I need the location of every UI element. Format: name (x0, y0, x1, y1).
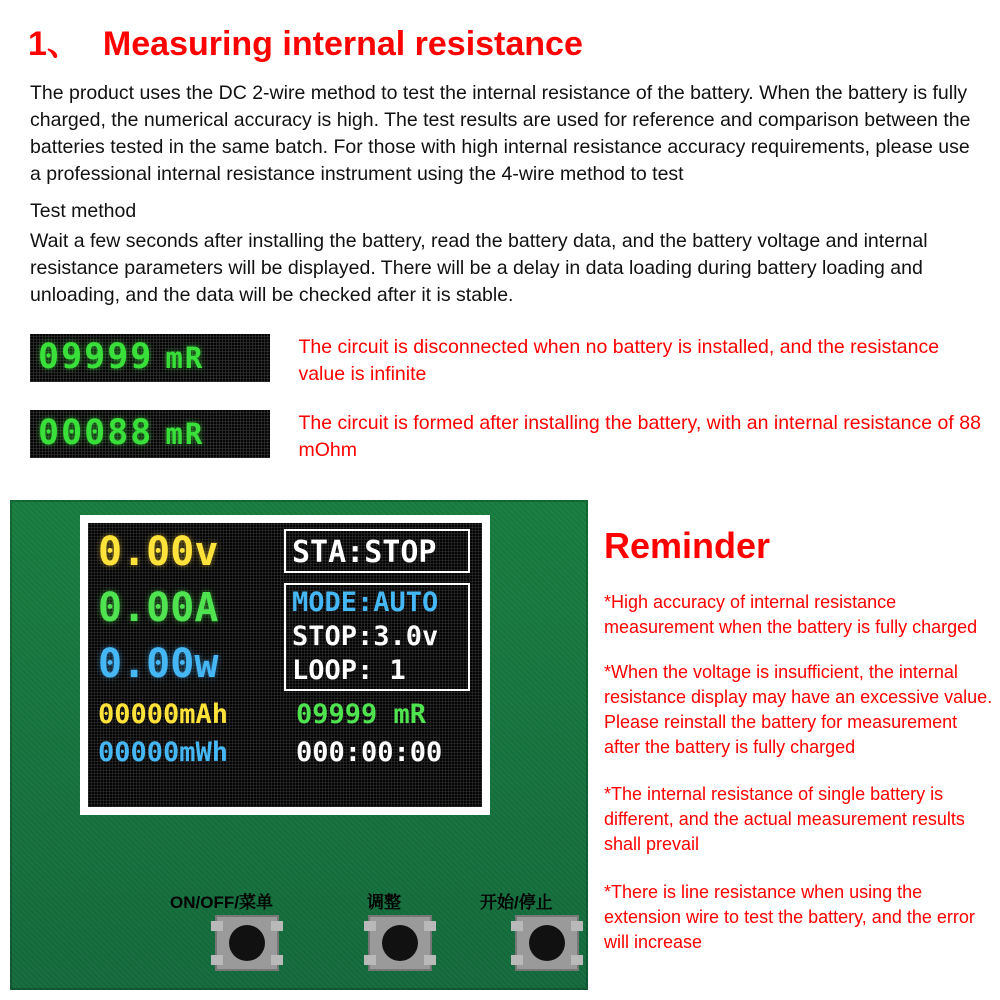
solder-pad (364, 921, 376, 931)
screen-mode-text: MODE:AUTO (292, 587, 439, 618)
screen-status-text: STA:STOP (292, 535, 437, 570)
led-1-unit: mR (165, 341, 205, 375)
led-example-row-2 (30, 410, 988, 464)
reminder-item-2: *When the voltage is insufficient, the internal resistance display may have an excessive value. Please reinstall the battery for measurement after the battery is fully charged (604, 662, 993, 757)
screen-stop-text: STOP:3.0v (292, 621, 439, 652)
led-example-row-1 (30, 334, 988, 388)
reminder-item-1: *High accuracy of internal resistance measurement when the battery is fully charged (604, 592, 978, 637)
screen-loop-text: LOOP: 1 (292, 655, 406, 686)
screen-status-box (284, 529, 470, 573)
button-label-adjust: 调整 (367, 893, 401, 912)
solder-pad (424, 955, 436, 965)
led-caption-1: The circuit is disconnected when no battery is installed, and the resistance value is infinite (298, 336, 940, 385)
screen-capacity: 00000mAh (98, 699, 229, 730)
test-method-label: Test method (30, 200, 137, 222)
solder-pad (271, 955, 283, 965)
reminder-item-3: *The internal resistance of single battery is different, and the actual measurement results shall prevail (604, 784, 965, 854)
screen-voltage: 0.00v (98, 529, 219, 575)
solder-pad (271, 921, 283, 931)
screen-timer: 000:00:00 (296, 737, 443, 768)
solder-pad (571, 921, 583, 931)
display-bezel (80, 515, 490, 815)
led-caption-2: The circuit is formed after installing the battery, with an internal resistance of 88 mOhm (298, 412, 981, 461)
screen-current: 0.00A (98, 585, 219, 631)
screen-power: 0.00w (98, 641, 219, 687)
solder-pad (211, 955, 223, 965)
led-display-2-text (38, 413, 204, 453)
led-display-2 (30, 410, 270, 458)
product-photo (10, 500, 588, 990)
section-number: 1、 (28, 25, 81, 63)
intro-paragraph: The product uses the DC 2-wire method to test the internal resistance of the battery. When the battery is fully charged, the numerical accuracy is high. The test results are used for reference and comparison between the batteries tested in the same batch. For those with high internal resistance accuracy requirements, please use a professional internal resistance instrument using the 4-wire method to test (30, 82, 971, 185)
led-display-1-text (38, 337, 204, 377)
solder-pad (511, 921, 523, 931)
solder-pad (571, 955, 583, 965)
led-display-1 (30, 334, 270, 382)
screen-settings-box (284, 583, 470, 691)
led-1-value: 09999 (38, 337, 154, 377)
reminder-title: Reminder (604, 525, 771, 566)
solder-pad (364, 955, 376, 965)
led-2-unit: mR (165, 417, 205, 451)
solder-pad (511, 955, 523, 965)
solder-pad (211, 921, 223, 931)
screen-resistance: 09999 mR (296, 699, 427, 730)
reminder-item-4: *There is line resistance when using the extension wire to test the battery, and the error will increase (604, 882, 975, 952)
button-label-onoff-menu: ON/OFF/菜单 (170, 893, 273, 912)
device-screen (88, 523, 482, 807)
test-method-paragraph: Wait a few seconds after installing the battery, read the battery data, and the battery voltage and internal resistance parameters will be displayed. There will be a delay in data loading during battery loading and unloading, and the data will be checked after it is stable. (30, 230, 928, 306)
screen-energy: 00000mWh (98, 737, 229, 768)
led-2-value: 00088 (38, 413, 154, 453)
section-title-text: Measuring internal resistance (102, 25, 583, 63)
hardware-button-onoff-menu[interactable] (215, 915, 279, 971)
hardware-button-adjust[interactable] (368, 915, 432, 971)
hardware-button-start-stop[interactable] (515, 915, 579, 971)
solder-pad (424, 921, 436, 931)
button-label-start-stop: 开始/停止 (480, 893, 553, 912)
page-title (28, 16, 968, 65)
